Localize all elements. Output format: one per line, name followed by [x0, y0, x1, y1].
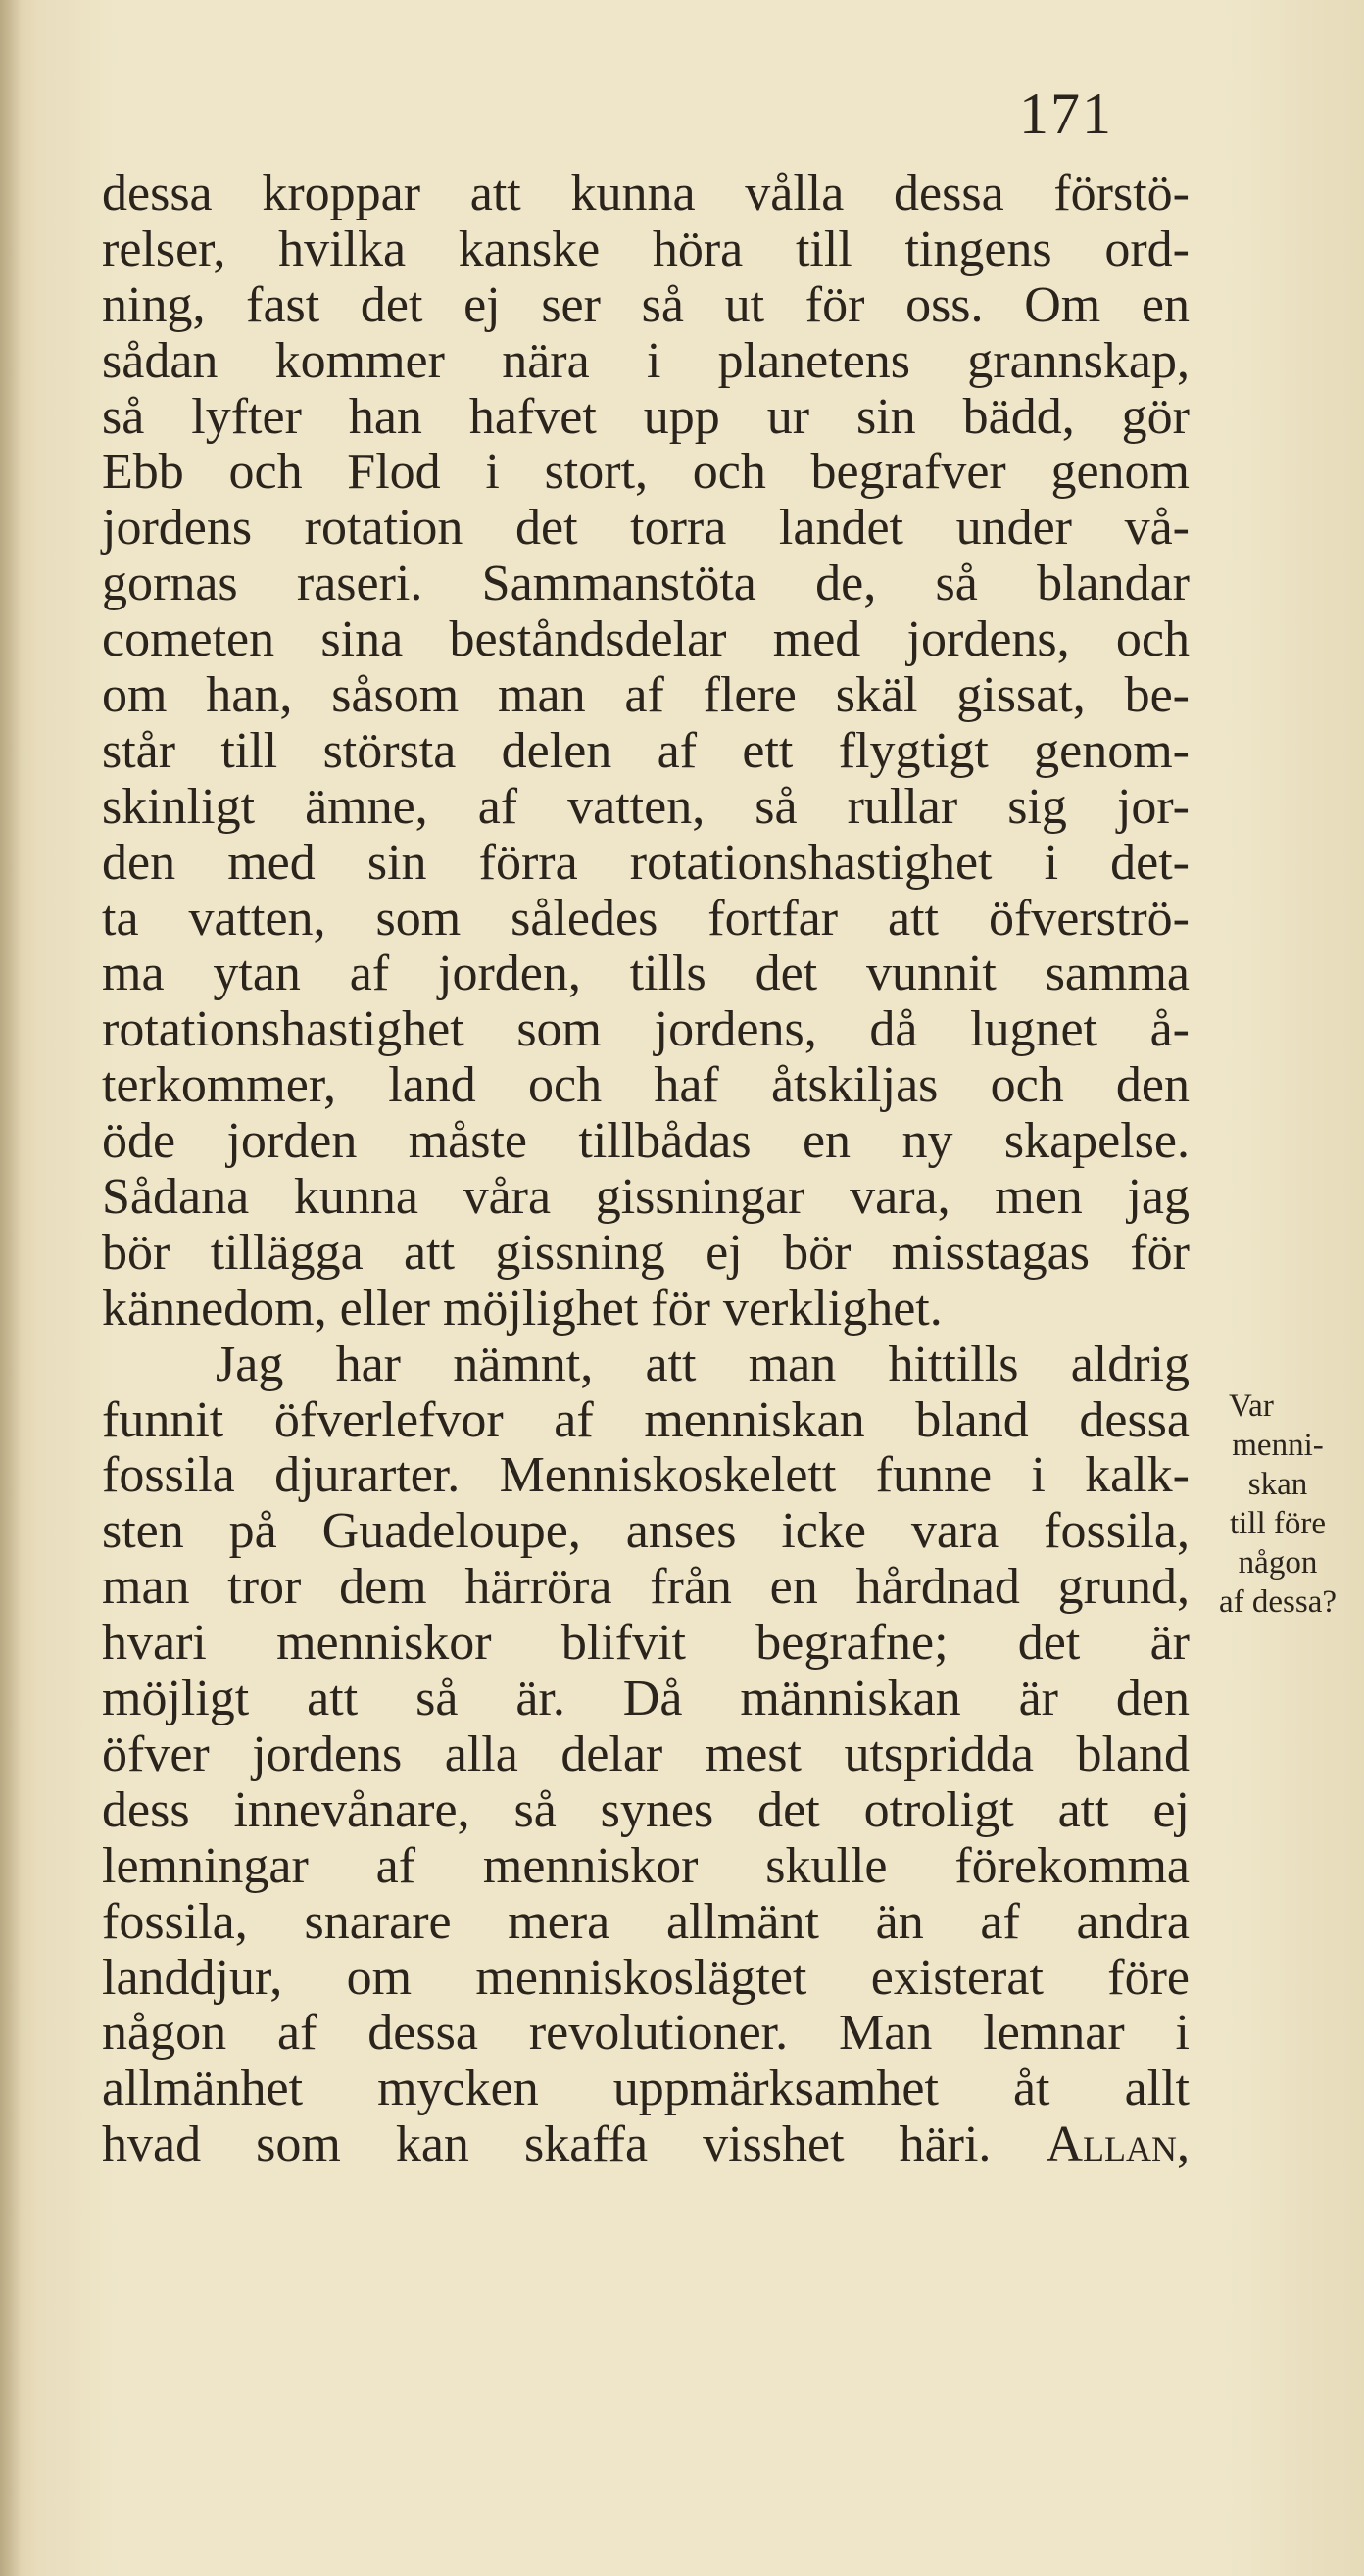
spine-shadow	[0, 0, 22, 2576]
text-line: landdjur, om menniskoslägtet existerat före	[102, 1949, 1190, 2006]
text-line: dess innevånare, så synes det otroligt att ej	[102, 1781, 1190, 1838]
text-line: gornas raseri. Sammanstöta de, så blandar	[102, 556, 1190, 612]
text-line: ma ytan af jorden, tills det vunnit samma	[102, 946, 1190, 1002]
text-line: skinligt ämne, af vatten, så rullar sig jor-	[102, 778, 1190, 835]
final-line-text: hvad som kan skaffa visshet häri.	[102, 2116, 992, 2173]
text-line: cometen sina beståndsdelar med jordens, och	[102, 611, 1190, 668]
text-line: fossila djurarter. Menniskoskelett funne i kalk-	[102, 1447, 1190, 1504]
text-line: någon af dessa revolutioner. Man lemnar i	[102, 2005, 1190, 2062]
text-line: möjligt att så är. Då människan är den	[102, 1671, 1190, 1727]
margin-note	[1199, 1386, 1356, 1622]
author-name: Allan,	[1046, 2116, 1190, 2173]
text-line: står till största delen af ett flygtigt genom-	[102, 722, 1190, 779]
margin-note-line: till före	[1229, 1506, 1327, 1541]
text-line: bör tillägga att gissning ej bör misstagas för	[102, 1224, 1190, 1281]
text-line: jordens rotation det torra landet under vå-	[102, 500, 1190, 557]
text-line: dessa kroppar att kunna vålla dessa förstö-	[102, 166, 1190, 221]
margin-note-line: skan	[1247, 1467, 1308, 1502]
text-line: man tror dem härröra från en hårdnad grund,	[102, 1559, 1190, 1616]
margin-note-line: menni-	[1232, 1428, 1324, 1463]
text-line: öde jorden måste tillbådas en ny skapelse.	[102, 1113, 1190, 1170]
text-line: relser, hvilka kanske höra till tingens ord-	[102, 220, 1190, 277]
paragraph-start-line: Jag har nämnt, att man hittills aldrig	[216, 1336, 1190, 1392]
body-text	[102, 167, 1190, 2173]
text-line: Sådana kunna våra gissningar vara, men jag	[102, 1169, 1190, 1226]
text-line: fossila, snarare mera allmänt än af andra	[102, 1893, 1190, 1950]
margin-note-line: någon	[1238, 1545, 1318, 1580]
text-line: öfver jordens alla delar mest utspridda bland	[102, 1725, 1190, 1782]
text-line: terkommer, land och haf åtskiljas och den	[102, 1057, 1190, 1114]
text-line: ning, fast det ej ser så ut för oss. Om en	[102, 276, 1190, 333]
text-line: hvari menniskor blifvit begrafne; det är	[102, 1615, 1190, 1672]
page-number: 171	[1019, 81, 1113, 146]
margin-note-line: af dessa?	[1218, 1584, 1337, 1620]
text-line: sten på Guadeloupe, anses icke vara fossila,	[102, 1503, 1190, 1560]
text-line: den med sin förra rotationshastighet i det-	[102, 834, 1190, 891]
text-line: rotationshastighet som jordens, då lugnet å-	[102, 1001, 1190, 1058]
text-line: allmänhet mycken uppmärksamhet åt allt	[102, 2061, 1190, 2117]
margin-note-line: Var	[1229, 1388, 1274, 1424]
text-line: Ebb och Flod i stort, och begrafver genom	[102, 444, 1190, 501]
text-line: lemningar af menniskor skulle förekomma	[102, 1837, 1190, 1894]
final-text-line	[102, 2117, 1190, 2173]
text-line: sådan kommer nära i planetens grannskap,	[102, 332, 1190, 389]
text-line: så lyfter han hafvet upp ur sin bädd, gör	[102, 388, 1190, 445]
text-line: funnit öfverlefvor af menniskan bland dessa	[102, 1391, 1190, 1448]
text-line: kännedom, eller möjlighet för verklighet.	[102, 1280, 943, 1337]
text-line: ta vatten, som således fortfar att öfverströ-	[102, 890, 1190, 947]
text-line: om han, såsom man af flere skäl gissat, be-	[102, 667, 1190, 724]
